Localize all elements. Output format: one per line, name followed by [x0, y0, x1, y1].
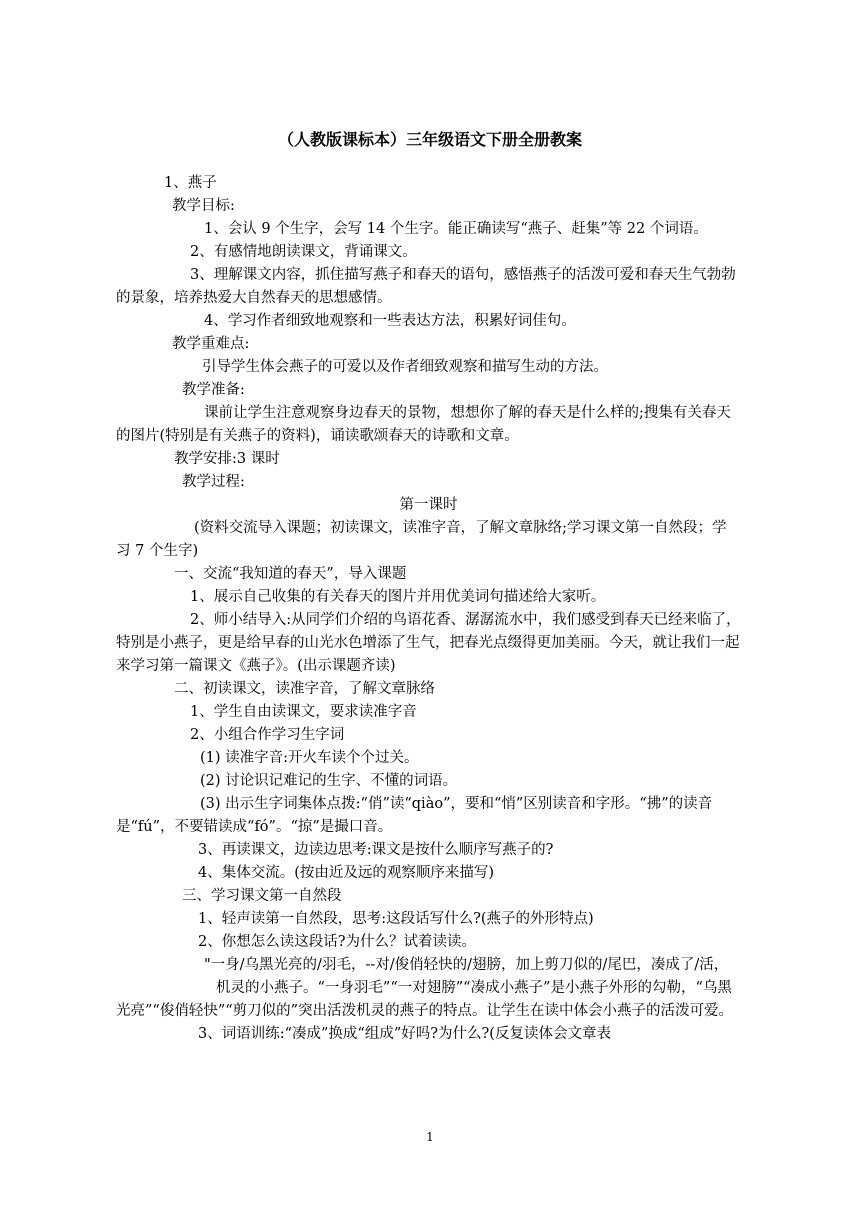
paragraph-line: 一、交流“我知道的春天”，导入课题 [174, 566, 407, 582]
paragraph-line: 2、有感情地朗读课文，背诵课文。 [190, 244, 417, 260]
paragraph-line: (3) 出示生字词集体点拨:“俏”读“qiào”，要和“悄”区别读音和字形。“拂”的读音是“fú”，不要错读成“fó”。“掠”是撮口音。 [116, 796, 713, 835]
paragraph-line: "一身/乌黑光亮的/羽毛，--对/俊俏轻快的/翅膀，加上剪刀似的/尾巴，凑成了/活， [204, 957, 729, 973]
paragraph-line: 2、师小结导入:从同学们介绍的鸟语花香、潺潺流水中，我们感受到春天已经来临了，特别是小燕子，更是给早春的山光水色增添了生气，把春光点缀得更加美丽。今天，就让我们一起来学习第一篇课文《燕子》。(出示课题齐读) [116, 612, 741, 674]
paragraph-line: (2) 讨论识记难记的生字、不懂的词语。 [200, 773, 458, 789]
paragraph-line: 教学安排:3 课时 [174, 451, 280, 467]
paragraph-line: 3、词语训练:“凑成”换成“组成”好吗?为什么?(反复读体会文章表 [198, 1026, 611, 1042]
paragraph-line: (1) 读准字音:开火车读个个过关。 [200, 750, 419, 766]
paragraph-line: 1、会认 9 个生字，会写 14 个生字。能正确读写“燕子、赶集”等 22 个词语。 [204, 221, 708, 237]
page-number: 1 [426, 1130, 434, 1144]
document-body [116, 172, 741, 1046]
paragraph-line: 教学过程: [182, 474, 245, 490]
paragraph-line: 1、轻声读第一自然段，思考:这段话写什么?(燕子的外形特点) [198, 911, 594, 927]
paragraph-line: 3、再读课文，边读边思考:课文是按什么顺序写燕子的? [198, 842, 554, 858]
paragraph-line: (资料交流导入课题；初读课文，读准字音，了解文章脉络;学习课文第一自然段；学习 7 个生字) [116, 520, 727, 559]
paragraph-line: 引导学生体会燕子的可爱以及作者细致观察和描写生动的方法。 [202, 359, 608, 375]
paragraph-line: 机灵的小燕子。“一身羽毛”“一对翅膀”“凑成小燕子”是小燕子外形的勾勒，“乌黑光亮”“俊俏轻快”“剪刀似的”突出活泼机灵的燕子的特点。让学生在读中体会小燕子的活泼可爱。 [116, 980, 734, 1019]
paragraph-line: 4、集体交流。(按由近及远的观察顺序来描写) [198, 865, 495, 881]
paragraph-line: 1、展示自己收集的有关春天的图片并用优美词句描述给大家听。 [190, 589, 606, 605]
paragraph-line: 1、学生自由读课文，要求读准字音 [190, 704, 417, 720]
paragraph-line: 教学准备: [182, 382, 245, 398]
paragraph-line: 2、小组合作学习生字词 [190, 727, 345, 743]
paragraph-line: 二、初读课文，读准字音，了解文章脉络 [174, 681, 435, 697]
document-title: （人教版课标本）三年级语文下册全册教案 [277, 130, 582, 149]
paragraph-line: 教学重难点: [172, 336, 250, 352]
paragraph-line: 教学目标: [172, 198, 235, 214]
paragraph-line: 第一课时 [399, 497, 458, 513]
paragraph-line: 1、燕子 [164, 175, 217, 191]
paragraph-line: 4、学习作者细致地观察和一些表达方法，积累好词佳句。 [204, 313, 576, 329]
paragraph-line: 3、理解课文内容，抓住描写燕子和春天的语句，感悟燕子的活泼可爱和春天生气勃勃的景象，培养热爱大自然春天的思想感情。 [116, 267, 736, 306]
paragraph-line: 三、学习课文第一自然段 [182, 888, 342, 904]
paragraph-line: 2、你想怎么读这段话?为什么？试着读读。 [198, 934, 476, 950]
paragraph-line: 课前让学生注意观察身边春天的景物，想想你了解的春天是什么样的;搜集有关春天的图片(特别是有关燕子的资料)，诵读歌颂春天的诗歌和文章。 [116, 405, 731, 444]
